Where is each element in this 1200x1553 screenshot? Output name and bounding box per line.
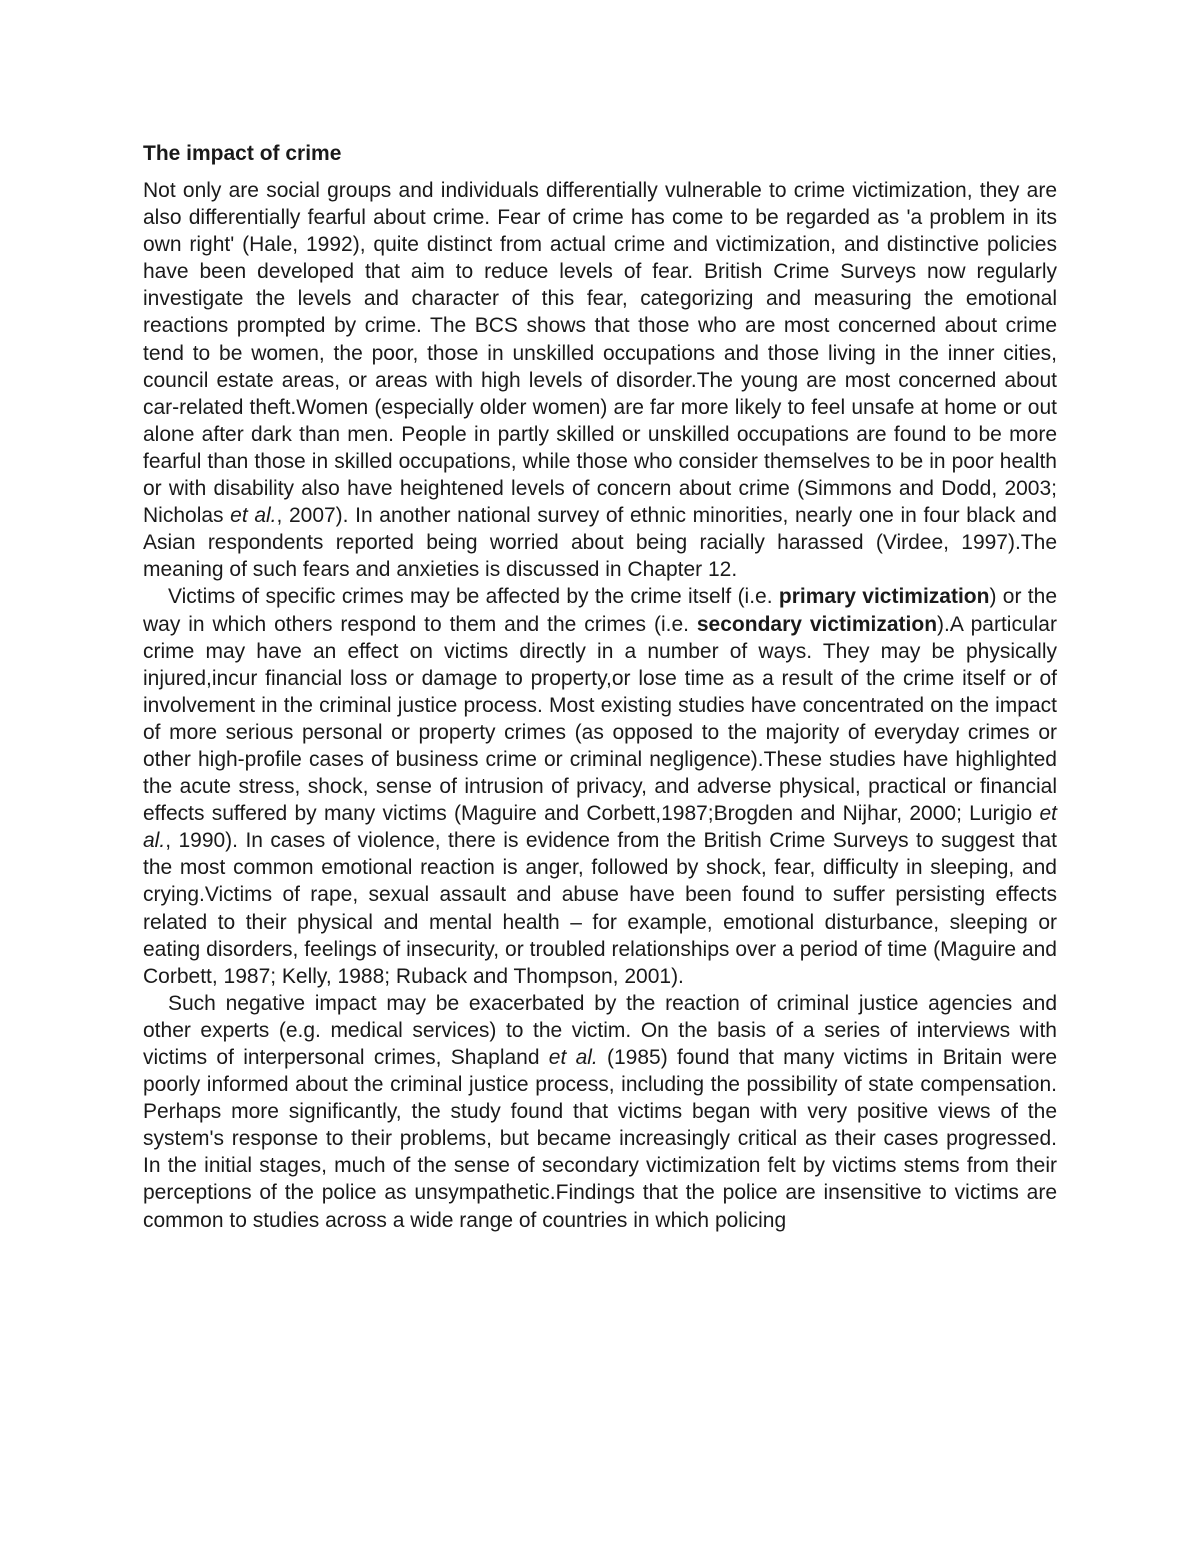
paragraph-3 — [143, 990, 1057, 1234]
document-page — [143, 140, 1057, 1234]
paragraph-2-italic-et-al: et al. — [143, 802, 1057, 853]
paragraph-3-text-2: (1985) found that many victims in Britain were poorly informed about the criminal justice process, including the possibility of state compensation. Perhaps more significantly, the study found that victims began with very positive views of the system's response to their problems, but became increasingly critical as their cases progressed. In the initial stages, much of the sense of secondary victimization felt by victims stems from their perceptions of the police as unsympathetic.Findings that the police are insensitive to victims are common to studies across a wide range of countries in which policing — [143, 1046, 1057, 1232]
paragraph-1 — [143, 177, 1057, 583]
paragraph-2-bold-secondary-victimization: secondary victimization — [696, 612, 938, 636]
paragraph-2-text-3: ).A particular crime may have an effect on victims directly in a number of ways. They may be physically injured,incur financial loss or damage to property,or lose time as a result of the crime itself or of involvement in the criminal justice process. Most existing studies have concentrated on the impact of more serious personal or property crimes (as opposed to the majority of everyday crimes or other high-profile cases of business crime or criminal negligence).These studies have highlighted the acute stress, shock, sense of intrusion of privacy, and adverse physical, practical or financial effects suffered by many victims (Maguire and Corbett,1987;Brogden and Nijhar, 2000; Lurigio — [143, 612, 1057, 826]
paragraph-2-bold-primary-victimization: primary victimization — [778, 585, 990, 609]
paragraph-2-text-2: ) or the way in which others respond to them and the crimes (i.e. — [143, 585, 1057, 636]
document-title: The impact of crime — [143, 142, 342, 165]
paragraph-3-text-1: Such negative impact may be exacerbated by the reaction of criminal justice agencies and other experts (e.g. medical services) to the victim. On the basis of a series of interviews with victims of interpersonal crimes, Shapland — [143, 991, 1057, 1069]
paragraph-1-text-2: , 2007). In another national survey of ethnic minorities, nearly one in four black and Asian respondents reported being worried about being racially harassed (Virdee, 1997).The meaning of such fears and anxieties is discussed in Chapter 12. — [143, 504, 1057, 582]
paragraph-3-italic-et-al: et al. — [548, 1046, 598, 1069]
paragraph-1-text-1: Not only are social groups and individuals differentially vulnerable to crime victimization, they are also differentially fearful about crime. Fear of crime has come to be regarded as 'a problem in its own right' (Hale, 1992), quite distinct from actual crime and victimization, and distinctive policies have been developed that aim to reduce levels of fear. British Crime Surveys now regularly investigate the levels and character of this fear, categorizing and measuring the emotional reactions prompted by crime. The BCS shows that those who are most concerned about crime tend to be women, the poor, those in unskilled occupations and those living in the inner cities, council estate areas, or areas with high levels of disorder.The young are most concerned about car-related theft.Women (especially older women) are far more likely to feel unsafe at home or out alone after dark than men. People in partly skilled or unskilled occupations are found to be more fearful than those in skilled occupations, while those who consider themselves to be in poor health or with disability also have heightened levels of concern about crime (Simmons and Dodd, 2003; Nicholas — [143, 179, 1057, 528]
paragraph-2-text-4: , 1990). In cases of violence, there is evidence from the British Crime Surveys to suggest that the most common emotional reaction is anger, followed by shock, fear, difficulty in sleeping, and crying.Victims of rape, sexual assault and abuse have been found to suffer persisting effects related to their physical and mental health – for example, emotional disturbance, sleeping or eating disorders, feelings of insecurity, or troubled relationships over a period of time (Maguire and Corbett, 1987; Kelly, 1988; Ruback and Thompson, 2001). — [143, 829, 1057, 988]
paragraph-1-italic-et-al: et al. — [230, 504, 277, 528]
paragraph-2 — [143, 583, 1057, 989]
paragraph-2-text-1: Victims of specific crimes may be affected by the crime itself (i.e. — [168, 585, 779, 609]
